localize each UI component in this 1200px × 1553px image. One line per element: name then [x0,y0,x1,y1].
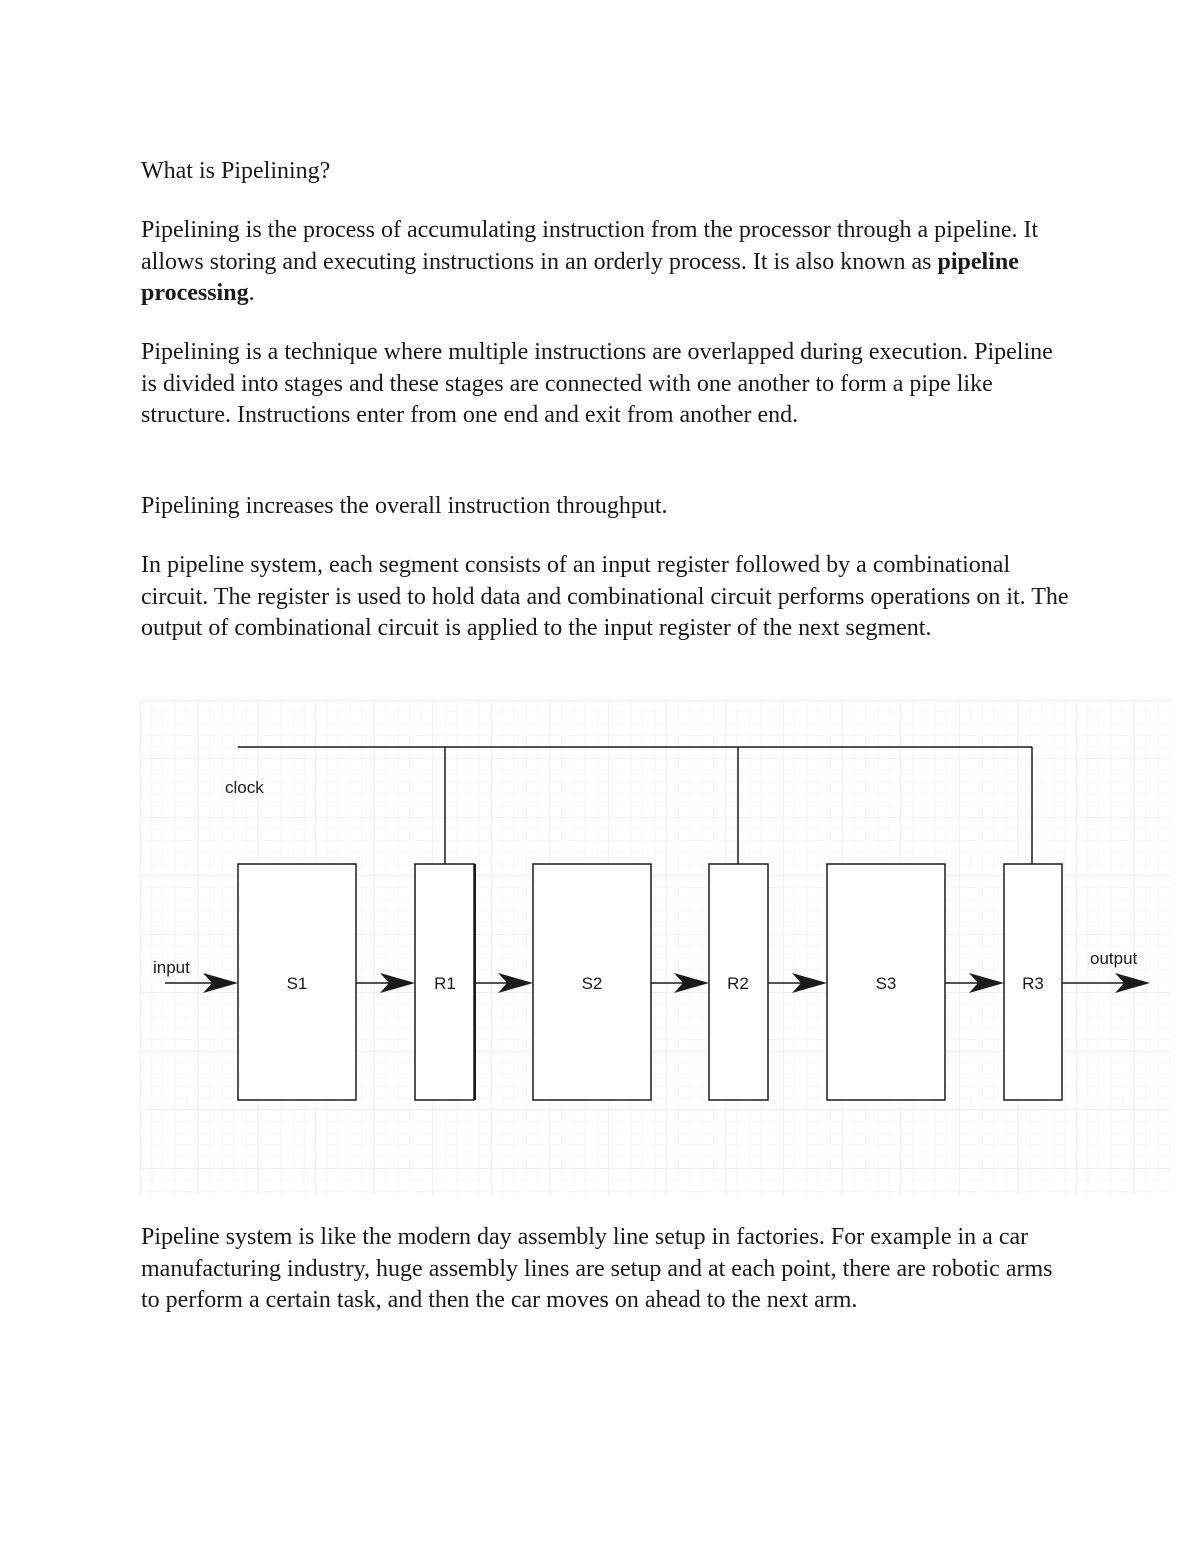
paragraph-throughput: Pipelining increases the overall instruction throughput. [141,493,668,519]
block-label-r1: R1 [434,974,456,993]
block-label-s1: S1 [286,974,308,993]
block-label-r3: R3 [1022,974,1044,993]
clock-label: clock [225,778,264,797]
paragraph-definition-text: Pipelining is the process of accumulating instruction from the processor through a pipeline. It allows storing and executing instructions in an orderly process. It is also known as [141,217,1039,275]
bold-term: pipeline processing [141,248,1019,306]
page-heading: What is Pipelining? [141,158,331,184]
block-label-s3: S3 [875,974,897,993]
block-label-s2: S2 [581,974,603,993]
pipeline-diagram [140,700,1170,1195]
paragraph-segment: In pipeline system, each segment consists of an input register followed by a combinational circuit. The register is used to hold data and combinational circuit performs operations on it. The output of combinational circuit is applied to the input register of the next segment. [141,552,1069,641]
paragraph-assembly-line: Pipeline system is like the modern day assembly line setup in factories. For example in a car manufacturing industry, huge assembly lines are setup and at each point, there are robotic arms to perform a certain task, and then the car moves on ahead to the next arm. [141,1224,1053,1313]
input-label: input [153,958,190,977]
paragraph-technique: Pipelining is a technique where multiple instructions are overlapped during execution. Pipeline is divided into stages and these stages are connected with one another to form a pipe like structure. Instructions enter from one end and exit from another end. [141,339,1053,428]
paragraph-definition [141,215,1071,310]
output-label: output [1090,949,1138,968]
block-label-r2: R2 [727,974,749,993]
paragraph-definition-end: . [248,280,255,306]
